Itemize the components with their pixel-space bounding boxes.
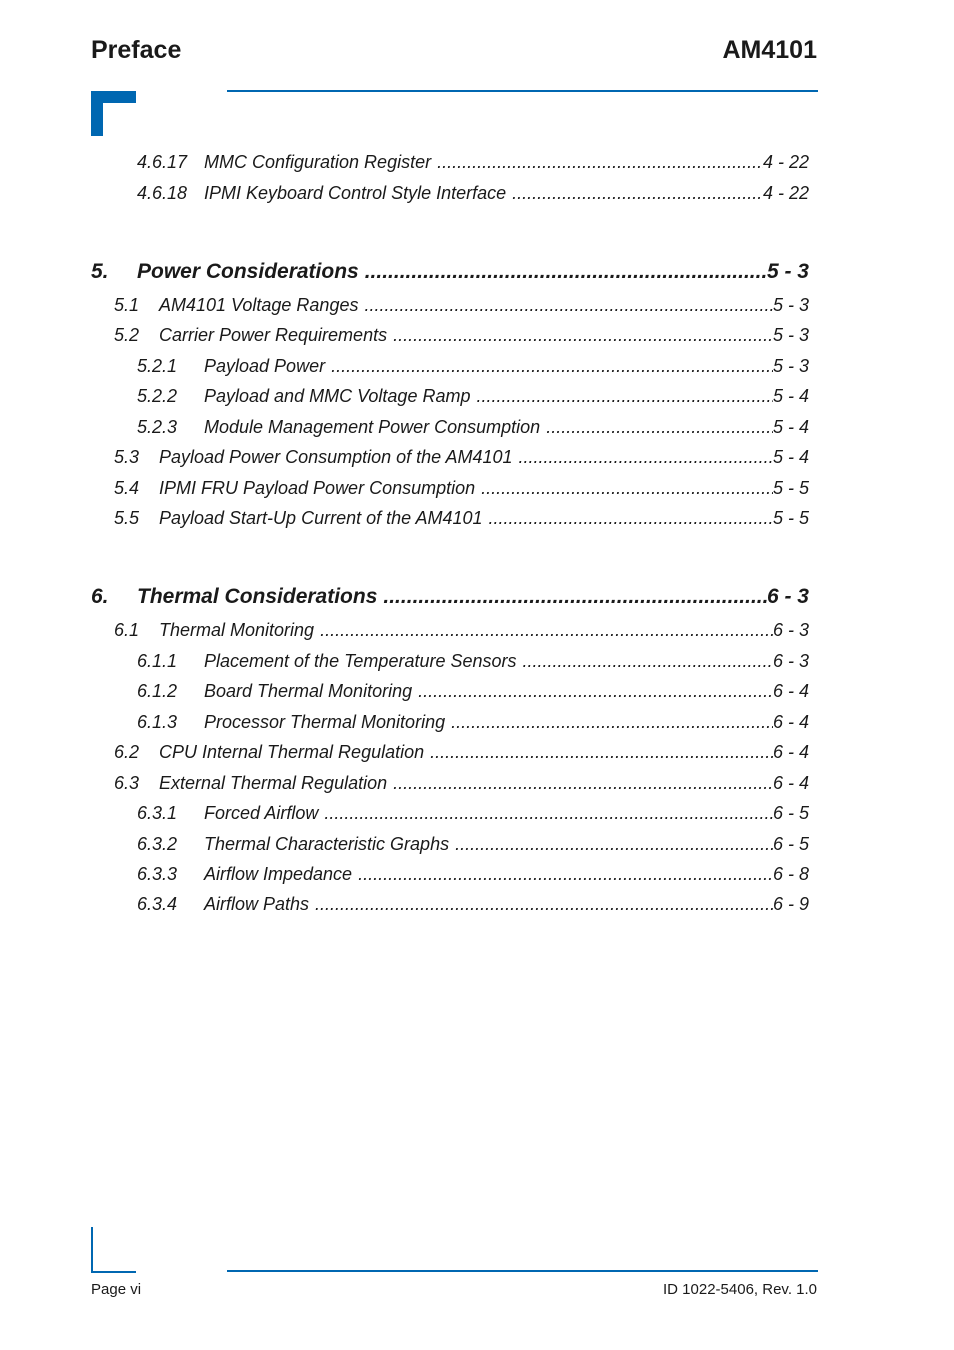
toc-entry-page: 6 - 4	[772, 712, 809, 732]
toc-entry[interactable]	[114, 742, 809, 763]
toc-entry-page: 6 - 3	[772, 651, 809, 671]
toc-entry[interactable]	[114, 508, 809, 529]
toc-dot-leader	[481, 478, 773, 499]
toc-entry[interactable]	[137, 356, 809, 377]
toc-dot-leader	[523, 651, 773, 672]
toc-dot-leader	[383, 585, 767, 609]
toc-entry-page: 6 - 4	[772, 681, 809, 701]
footer-document-id: ID 1022-5406, Rev. 1.0	[663, 1281, 817, 1298]
toc-entry[interactable]	[114, 478, 809, 499]
toc-entry-page: 5 - 4	[772, 386, 809, 406]
toc-entry-number: 5.1	[114, 295, 140, 315]
toc-entry[interactable]	[137, 386, 809, 407]
toc-entry[interactable]	[137, 651, 809, 672]
toc-entry[interactable]	[137, 681, 809, 702]
toc-entry-number: 5.	[91, 260, 109, 283]
toc-entry[interactable]	[137, 183, 809, 204]
toc-entry-number: 6.	[91, 585, 109, 608]
toc-dot-leader	[358, 864, 773, 885]
toc-entry-title: External Thermal Regulation	[159, 773, 388, 793]
toc-entry-number: 5.4	[114, 478, 140, 498]
header-product-name: AM4101	[722, 36, 817, 64]
toc-entry[interactable]	[137, 417, 809, 438]
footer-corner-mark	[91, 1227, 136, 1273]
toc-entry-title: Carrier Power Requirements	[159, 325, 388, 345]
toc-entry[interactable]	[114, 620, 809, 641]
toc-entry-page: 5 - 5	[772, 508, 809, 528]
toc-entry-page: 6 - 4	[772, 773, 809, 793]
toc-entry-title: AM4101 Voltage Ranges	[159, 295, 359, 315]
toc-entry-number: 6.1	[114, 620, 140, 640]
toc-dot-leader	[320, 620, 773, 641]
footer-rule	[227, 1270, 818, 1272]
toc-entry-number: 6.3.2	[137, 834, 178, 854]
toc-entry-page: 6 - 9	[772, 894, 809, 914]
toc-entry-title: IPMI FRU Payload Power Consumption	[159, 478, 476, 498]
toc-entry-title: CPU Internal Thermal Regulation	[159, 742, 425, 762]
toc-entry-number: 5.5	[114, 508, 140, 528]
toc-entry[interactable]	[114, 773, 809, 794]
toc-dot-leader	[519, 447, 773, 468]
toc-entry-title: Thermal Considerations	[137, 585, 378, 608]
toc-entry[interactable]	[137, 864, 809, 885]
toc-dot-leader	[393, 773, 773, 794]
toc-entry-page: 5 - 3	[766, 260, 809, 283]
toc-chapter-entry[interactable]	[91, 585, 809, 609]
toc-entry-number: 6.3	[114, 773, 140, 793]
toc-entry-title: Payload Start-Up Current of the AM4101	[159, 508, 483, 528]
toc-dot-leader	[364, 295, 773, 316]
toc-entry[interactable]	[114, 295, 809, 316]
toc-entry-title: Placement of the Temperature Sensors	[204, 651, 517, 671]
toc-entry-number: 4.6.17	[137, 152, 188, 172]
toc-entry-title: Payload and MMC Voltage Ramp	[204, 386, 471, 406]
toc-entry[interactable]	[137, 894, 809, 915]
toc-entry[interactable]	[114, 325, 809, 346]
toc-dot-leader	[315, 894, 773, 915]
toc-entry-number: 6.1.3	[137, 712, 178, 732]
toc-dot-leader	[455, 834, 773, 855]
toc-entry-page: 6 - 5	[772, 834, 809, 854]
toc-entry-number: 6.3.1	[137, 803, 178, 823]
toc-entry-page: 5 - 3	[772, 295, 809, 315]
toc-entry-page: 5 - 4	[772, 447, 809, 467]
toc-dot-leader	[489, 508, 773, 529]
toc-entry-number: 4.6.18	[137, 183, 188, 203]
toc-dot-leader	[437, 152, 763, 173]
toc-entry-number: 6.3.3	[137, 864, 178, 884]
toc-entry-page: 6 - 3	[766, 585, 809, 608]
toc-entry-page: 6 - 5	[772, 803, 809, 823]
toc-entry-page: 5 - 5	[772, 478, 809, 498]
toc-entry-number: 5.3	[114, 447, 140, 467]
toc-dot-leader	[512, 183, 763, 204]
toc-entry[interactable]	[137, 152, 809, 173]
toc-entry[interactable]	[137, 803, 809, 824]
toc-entry-title: Forced Airflow	[204, 803, 319, 823]
toc-entry-page: 5 - 4	[772, 417, 809, 437]
toc-entry-page: 6 - 8	[772, 864, 809, 884]
toc-entry-title: Airflow Paths	[204, 894, 310, 914]
footer-page-number: Page vi	[91, 1281, 142, 1298]
toc-entry-number: 6.2	[114, 742, 140, 762]
toc-entry-number: 6.3.4	[137, 894, 178, 914]
toc-entry-number: 6.1.1	[137, 651, 178, 671]
toc-entry-page: 5 - 3	[772, 325, 809, 345]
toc-entry-title: Thermal Monitoring	[159, 620, 315, 640]
toc-entry-page: 4 - 22	[762, 183, 809, 203]
toc-entry-page: 5 - 3	[772, 356, 809, 376]
toc-entry-title: Payload Power	[204, 356, 326, 376]
toc-dot-leader	[324, 803, 773, 824]
toc-entry[interactable]	[137, 834, 809, 855]
toc-chapter-entry[interactable]	[91, 260, 809, 284]
toc-entry-number: 5.2.3	[137, 417, 178, 437]
toc-entry-number: 6.1.2	[137, 681, 178, 701]
toc-entry-page: 6 - 4	[772, 742, 809, 762]
toc-entry[interactable]	[114, 447, 809, 468]
header-section-title: Preface	[91, 36, 182, 64]
toc-entry[interactable]	[137, 712, 809, 733]
toc-entry-page: 4 - 22	[762, 152, 809, 172]
toc-dot-leader	[418, 681, 773, 702]
toc-entry-title: Airflow Impedance	[204, 864, 353, 884]
toc-entry-page: 6 - 3	[772, 620, 809, 640]
toc-entry-title: Thermal Characteristic Graphs	[204, 834, 450, 854]
toc-entry-title: Payload Power Consumption of the AM4101	[159, 447, 513, 467]
toc-entry-title: Module Management Power Consumption	[204, 417, 541, 437]
toc-entry-number: 5.2.2	[137, 386, 178, 406]
toc-dot-leader	[546, 417, 773, 438]
toc-dot-leader	[476, 386, 773, 407]
toc-dot-leader	[393, 325, 773, 346]
toc-entry-title: Board Thermal Monitoring	[204, 681, 413, 701]
toc-entry-number: 5.2	[114, 325, 140, 345]
toc-entry-title: IPMI Keyboard Control Style Interface	[204, 183, 507, 203]
toc-entry-title: Power Considerations	[137, 260, 359, 283]
toc-dot-leader	[365, 260, 767, 284]
toc-entry-title: MMC Configuration Register	[204, 152, 432, 172]
toc-entry-title: Processor Thermal Monitoring	[204, 712, 446, 732]
toc-dot-leader	[430, 742, 773, 763]
toc-dot-leader	[451, 712, 773, 733]
toc-dot-leader	[331, 356, 773, 377]
toc-entry-number: 5.2.1	[137, 356, 178, 376]
